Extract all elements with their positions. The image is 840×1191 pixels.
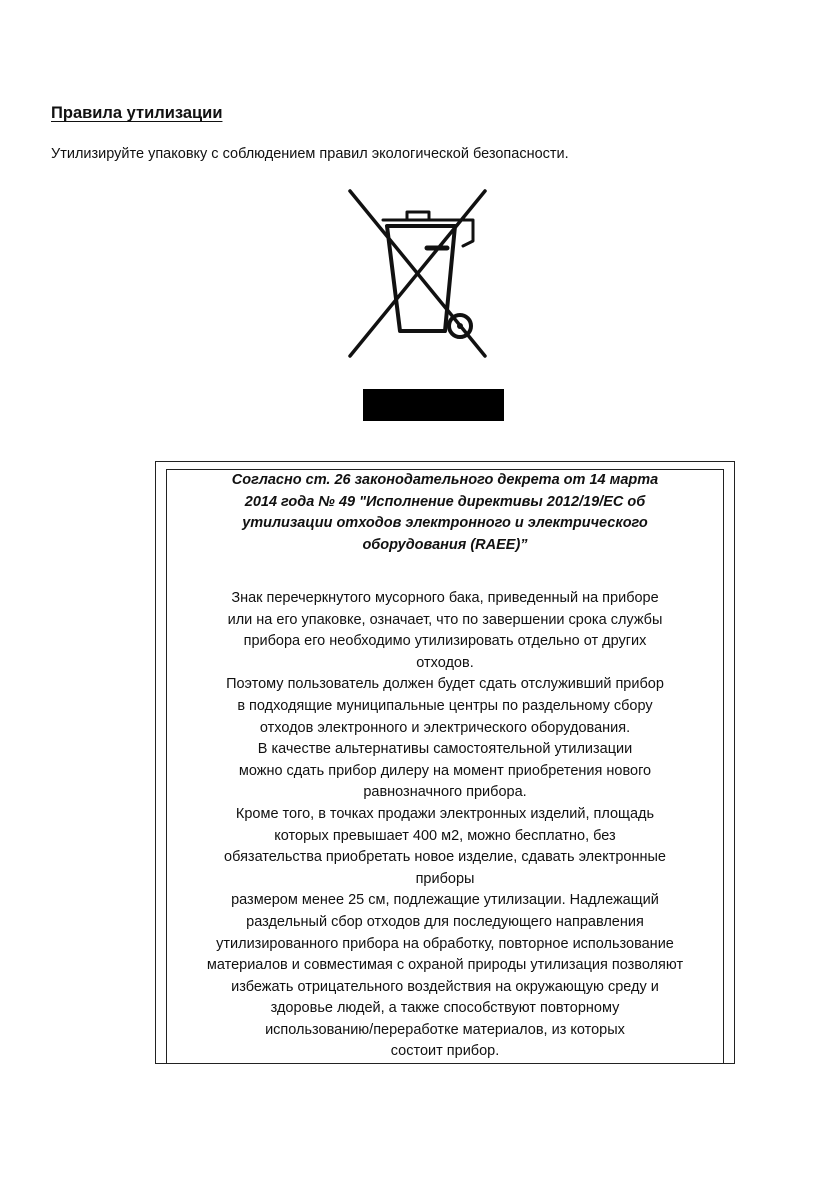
- notice-body-line: обязательства приобретать новое изделие, сдавать электронные: [224, 849, 666, 866]
- notice-body-line: здоровье людей, а также способствуют повторному: [270, 1000, 620, 1017]
- notice-body: [156, 588, 734, 1063]
- notice-body-line: использованию/переработке материалов, из которых: [265, 1021, 625, 1038]
- notice-body-line: или на его упаковке, означает, что по завершении срока службы: [227, 611, 663, 628]
- notice-body-line: Знак перечеркнутого мусорного бака, приведенный на приборе: [231, 590, 659, 606]
- notice-body-line: В качестве альтернативы самостоятельной утилизации: [257, 741, 633, 758]
- intro-text: Утилизируйте упаковку с соблюдением правил экологической безопасности.: [51, 146, 569, 162]
- black-bar: [363, 389, 504, 421]
- notice-title-line: Согласно ст. 26 законодательного декрета от 14 марта: [231, 472, 659, 488]
- crossed-out-wheelie-bin-icon: [345, 186, 490, 361]
- notice-body-line: можно сдать прибор дилеру на момент приобретения нового: [238, 762, 652, 779]
- notice-body-line: прибора его необходимо утилизировать отдельно от других: [243, 633, 647, 650]
- page-title: Правила утилизации: [51, 104, 223, 122]
- notice-body-line: раздельный сбор отходов для последующего направления: [246, 913, 644, 930]
- notice-body-line: утилизированного прибора на обработку, повторное использование: [216, 935, 674, 952]
- notice-title-line: 2014 года № 49 "Исполнение директивы 2012/19/EC об: [244, 493, 646, 510]
- notice-body-line: в подходящие муниципальные центры по раздельному сбору: [237, 697, 653, 714]
- notice-title-line: оборудования (RAEE)”: [362, 536, 528, 553]
- notice-body-line: равнозначного прибора.: [363, 784, 527, 801]
- notice-title: [205, 470, 685, 556]
- notice-body-line: Кроме того, в точках продажи электронных изделий, площадь: [235, 805, 655, 822]
- notice-body-line: Поэтому пользователь должен будет сдать отслуживший прибор: [226, 676, 664, 693]
- notice-body-line: приборы: [415, 870, 475, 887]
- notice-body-line: которых превышает 400 м2, можно бесплатно, без: [274, 827, 616, 844]
- notice-body-line: отходов.: [416, 654, 474, 671]
- notice-body-line: материалов и совместимая с охраной природы утилизация позволяют: [206, 957, 684, 974]
- notice-body-line: состоит прибор.: [390, 1043, 500, 1060]
- notice-body-line: избежать отрицательного воздействия на окружающую среду и: [231, 978, 659, 995]
- raee-notice-box: [155, 461, 735, 1064]
- notice-body-line: отходов электронного и электрического оборудования.: [259, 719, 631, 736]
- notice-body-line: размером менее 25 см, подлежащие утилизации. Надлежащий: [231, 892, 659, 909]
- notice-title-line: утилизации отходов электронного и электрического: [242, 515, 648, 532]
